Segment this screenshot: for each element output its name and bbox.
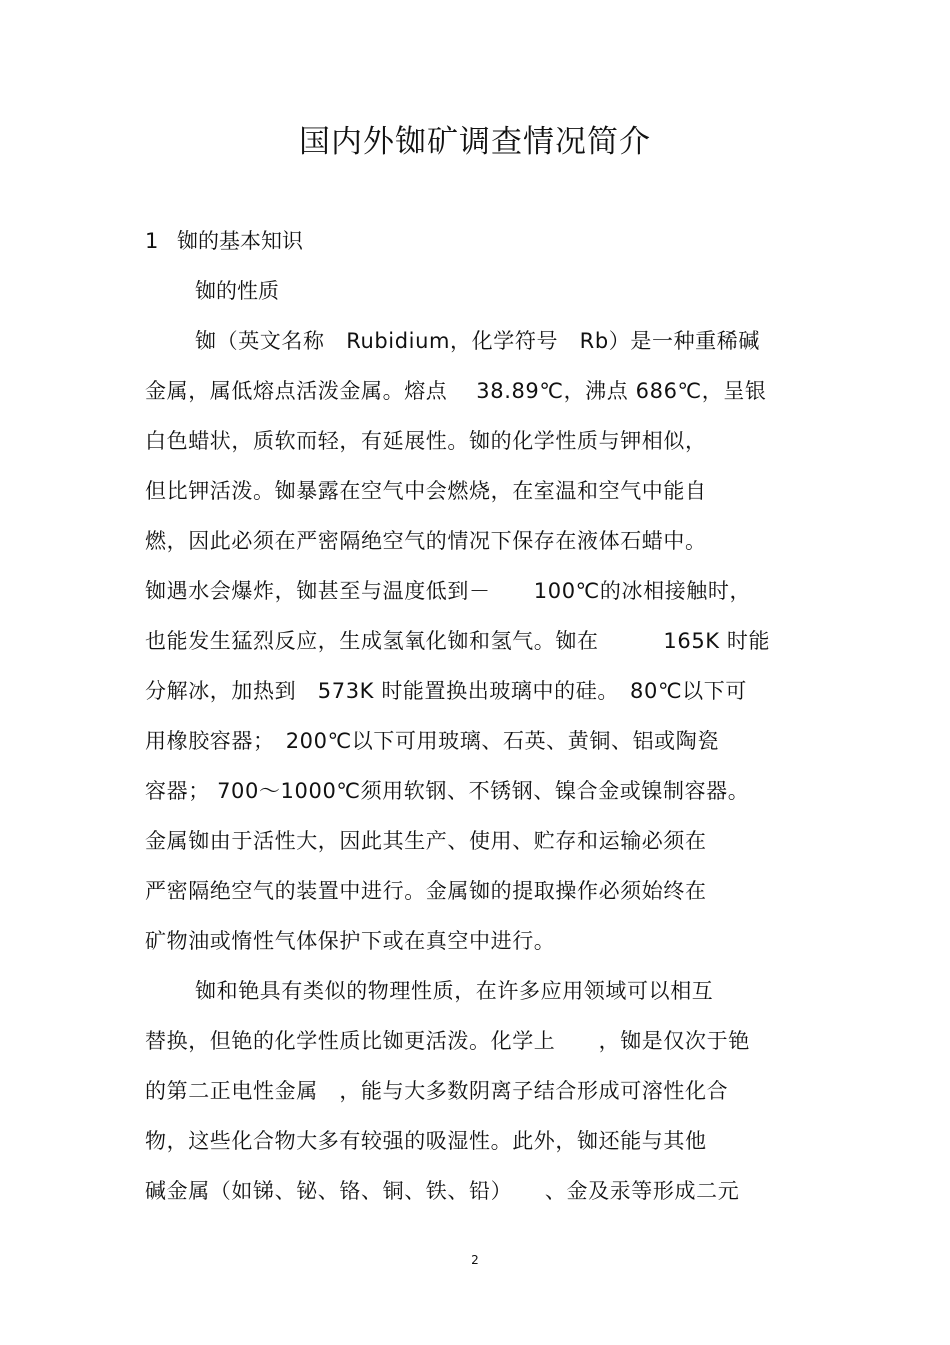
paragraph-line: 铷和铯具有类似的物理性质，在许多应用领域可以相互 bbox=[195, 979, 714, 1003]
paragraph-line: 容器； 700～1000℃须用软钢、不锈钢、镍合金或镍制容器。 bbox=[145, 779, 750, 803]
subsection-heading: 铷的性质 bbox=[195, 279, 279, 303]
section-heading-text: 铷的基本知识 bbox=[177, 229, 303, 253]
paragraph-line: 碱金属（如锑、铋、铬、铜、铁、铅） 、金及汞等形成二元 bbox=[145, 1179, 740, 1203]
paragraph-line: 的第二正电性金属 ，能与大多数阴离子结合形成可溶性化合 bbox=[145, 1079, 729, 1103]
document-title: 国内外铷矿调查情况简介 bbox=[299, 124, 651, 160]
paragraph-line: 但比钾活泼。铷暴露在空气中会燃烧，在室温和空气中能自 bbox=[145, 479, 707, 503]
paragraph-line: 也能发生猛烈反应，生成氢氧化铷和氢气。铷在 165K 时能 bbox=[145, 629, 771, 653]
paragraph-line: 铷遇水会爆炸，铷甚至与温度低到－ 100℃的冰相接触时， bbox=[145, 579, 752, 603]
section-number: 1 bbox=[145, 229, 159, 253]
paragraph-line: 矿物油或惰性气体保护下或在真空中进行。 bbox=[145, 929, 556, 953]
page-number: 2 bbox=[471, 1253, 479, 1267]
paragraph-line: 金属，属低熔点活泼金属。熔点 38.89℃，沸点 686℃，呈银 bbox=[145, 379, 767, 403]
section-heading bbox=[145, 226, 303, 256]
paragraph-line: 替换，但铯的化学性质比铷更活泼。化学上 ，铷是仅次于铯 bbox=[145, 1029, 750, 1053]
paragraph-line: 铷（英文名称 Rubidium，化学符号 Rb）是一种重稀碱 bbox=[195, 329, 760, 353]
paragraph-line: 用橡胶容器； 200℃以下可用玻璃、石英、黄铜、铝或陶瓷 bbox=[145, 729, 719, 753]
paragraph-line: 分解冰，加热到 573K 时能置换出玻璃中的硅。 80℃以下可 bbox=[145, 679, 747, 703]
paragraph-line: 白色蜡状，质软而轻，有延展性。铷的化学性质与钾相似， bbox=[145, 429, 707, 453]
paragraph-line: 金属铷由于活性大，因此其生产、使用、贮存和运输必须在 bbox=[145, 829, 707, 853]
paragraph-line: 燃，因此必须在严密隔绝空气的情况下保存在液体石蜡中。 bbox=[145, 529, 707, 553]
paragraph-line: 物，这些化合物大多有较强的吸湿性。此外，铷还能与其他 bbox=[145, 1129, 707, 1153]
paragraph-line: 严密隔绝空气的装置中进行。金属铷的提取操作必须始终在 bbox=[145, 879, 707, 903]
